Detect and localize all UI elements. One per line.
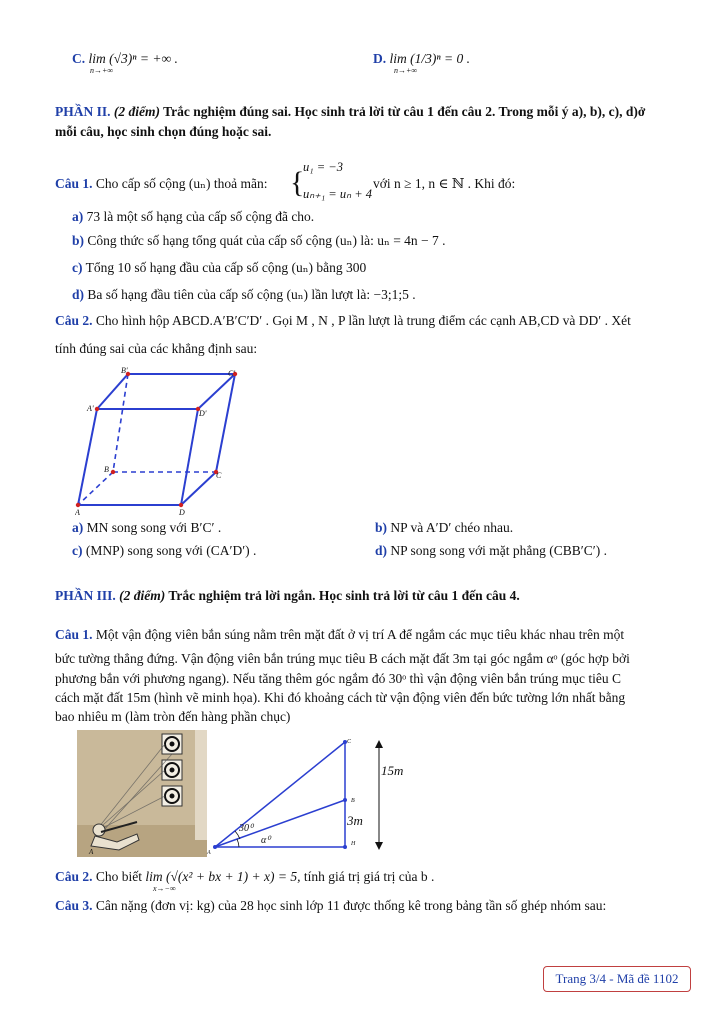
p2-q2-item-a-key: a) [72, 520, 84, 535]
p2-q2-item-a-text: MN song song với B′C′ . [86, 520, 222, 535]
part3-instruction: Trắc nghiệm trả lời ngắn. Học sinh trả lời từ câu 1 đến câu 4. [168, 588, 520, 603]
part2-instruction-cont: mỗi câu, học sinh chọn đúng hoặc sai. [55, 124, 272, 139]
p2-q2-item-c [72, 542, 256, 560]
p2-q1-brace: { [290, 166, 305, 199]
p2-q2-text-a: Cho hình hộp ABCD.A′B′C′D′ . Gọi M , N , P lần lượt là trung điểm các cạnh AB,CD và DD′ . Xét [95, 313, 631, 328]
p2-q1-text-a: Cho cấp số cộng (uₙ) thoả mãn: [95, 176, 268, 191]
p2-q2-item-d-key: d) [375, 543, 388, 558]
p2-q1-item-c [72, 259, 366, 277]
shooter-illustration [77, 730, 207, 857]
vertex-c: C [216, 471, 222, 480]
part2-heading [55, 103, 645, 121]
part3-points: (2 điểm) [119, 588, 166, 603]
point-h: H [351, 841, 356, 847]
p3-q3-stem [55, 897, 606, 915]
p2-q1-item-d [72, 286, 416, 304]
p2-q1-item-a-key: a) [72, 209, 84, 224]
vertex-b1: B' [121, 366, 128, 375]
option-d-label: D. [373, 51, 387, 66]
p3-q3-label: Câu 3. [55, 898, 93, 913]
p2-q1-item-b-text: Công thức số hạng tổng quát của cấp số cộng (uₙ) là: uₙ = 4n − 7 . [87, 233, 446, 248]
option-d-limit-sub: n→+∞ [394, 66, 418, 75]
p2-q2-item-b [375, 519, 513, 537]
p3-q1-label: Câu 1. [55, 627, 93, 642]
point-a: A [207, 850, 211, 855]
p2-q1-item-a [72, 208, 314, 226]
p2-q1-label: Câu 1. [55, 176, 93, 191]
p3-q2-text-a: Cho biết [95, 869, 143, 884]
p2-q2-stem [55, 312, 631, 330]
page-footer: Trang 3/4 - Mã đề 1102 [543, 966, 691, 992]
p3-q2-lim: lim [145, 869, 163, 884]
p2-q2-item-c-text: (MNP) song song với (CA′D′) . [85, 543, 257, 558]
p3-q2-limit-sub: x→−∞ [153, 884, 176, 893]
option-c [72, 50, 178, 68]
vertex-a: A [75, 508, 80, 517]
p3-q2-text-b: tính giá trị giá trị của b . [303, 869, 435, 884]
p2-q1-item-b-key: b) [72, 233, 85, 248]
p3-q1-line1 [55, 626, 624, 644]
p2-q2-item-b-text: NP và A′D′ chéo nhau. [390, 520, 514, 535]
p3-q1-line5: bao nhiêu m (làm tròn đến hàng phần chục) [55, 709, 291, 724]
p3-q2-label: Câu 2. [55, 869, 93, 884]
angle-30: 30⁰ [239, 823, 254, 834]
point-b: B [351, 798, 355, 804]
part3-title: PHẦN III. [55, 588, 116, 603]
height-3m: 3m [347, 813, 363, 828]
vertex-d1: D' [199, 409, 207, 418]
height-arrow [370, 740, 410, 850]
height-15m: 15m [381, 763, 404, 778]
p2-q1-stem [55, 175, 267, 193]
p3-q3-text: Cân nặng (đơn vị: kg) của 28 học sinh lớp 11 được thống kê trong bảng tần số ghép nhóm sau: [95, 898, 607, 913]
option-c-limit-sub: n→+∞ [90, 66, 114, 75]
part2-title: PHẦN II. [55, 104, 111, 119]
p2-q1-system-2: uₙ₊₁ = uₙ + 4 [303, 187, 373, 201]
p2-q1-item-c-text: Tổng 10 số hạng đầu của cấp số cộng (uₙ) bằng 300 [85, 260, 367, 275]
p2-q2-label: Câu 2. [55, 313, 93, 328]
option-d-expression: lim (1/3)ⁿ = 0 . [389, 51, 470, 66]
p2-q1-item-d-text: Ba số hạng đầu tiên của cấp số cộng (uₙ) lần lượt là: −3;1;5 . [87, 287, 416, 302]
p3-q2-stem [55, 868, 434, 886]
p2-q2-item-a [72, 519, 221, 537]
p2-q1-text-b: với n ≥ 1, n ∈ ℕ . Khi đó: [373, 176, 516, 191]
part3-heading [55, 587, 520, 605]
p3-q1-line2: bức tường thẳng đứng. Vận động viên bắn trúng mục tiêu B cách mặt đất 3m tại góc ngắm αᵒ (góc hợp bởi [55, 651, 630, 666]
part2-instruction: Trắc nghiệm đúng sai. Học sinh trả lời từ câu 1 đến câu 2. Trong mỗi ý a), b), c), d)ở [163, 104, 646, 119]
p2-q2-text-b: tính đúng sai của các khẳng định sau: [55, 341, 258, 356]
vertex-d: D [179, 508, 185, 517]
p3-q2-expression: (√(x² + bx + 1) + x) = 5, [166, 869, 301, 884]
option-d [373, 50, 470, 68]
vertex-a1: A' [87, 404, 94, 413]
vertex-c1: C' [228, 369, 236, 378]
shooter-point-a: A [89, 848, 94, 856]
p3-q1-line4: cách mặt đất 15m (hình vẽ minh họa). Khi đó khoảng cách từ vận động viên đến bức tường lớn nhất bằng [55, 690, 626, 705]
p2-q1-system-1: u₁ = −3 [303, 160, 343, 174]
parallelepiped-figure [75, 365, 245, 520]
p2-q2-item-d [375, 542, 607, 560]
angle-alpha: α⁰ [261, 835, 271, 846]
p2-q2-item-c-key: c) [72, 543, 83, 558]
p2-q1-item-c-key: c) [72, 260, 83, 275]
p3-q1-line3: phương bắn với phương ngang). Nếu tăng thêm góc ngắm đó 30ᵒ thì vận động viên bắn trúng mục tiêu C [55, 671, 621, 686]
p3-q1-text-1: Một vận động viên bắn súng nằm trên mặt đất ở vị trí A để ngắm các mục tiêu khác nhau trên một [95, 627, 625, 642]
p2-q1-item-a-text: 73 là một số hạng của cấp số cộng đã cho. [86, 209, 315, 224]
part2-points: (2 điểm) [113, 104, 161, 119]
p2-q2-item-d-text: NP song song với mặt phẳng (CBB′C′) . [390, 543, 607, 558]
p2-q1-item-b [72, 232, 446, 250]
option-c-label: C. [72, 51, 86, 66]
point-c: C [347, 739, 352, 745]
p2-q2-item-b-key: b) [375, 520, 388, 535]
vertex-b: B [104, 465, 109, 474]
edge-a1a [78, 409, 97, 505]
option-c-expression: lim (√3)ⁿ = +∞ . [88, 51, 178, 66]
p2-q1-item-d-key: d) [72, 287, 85, 302]
